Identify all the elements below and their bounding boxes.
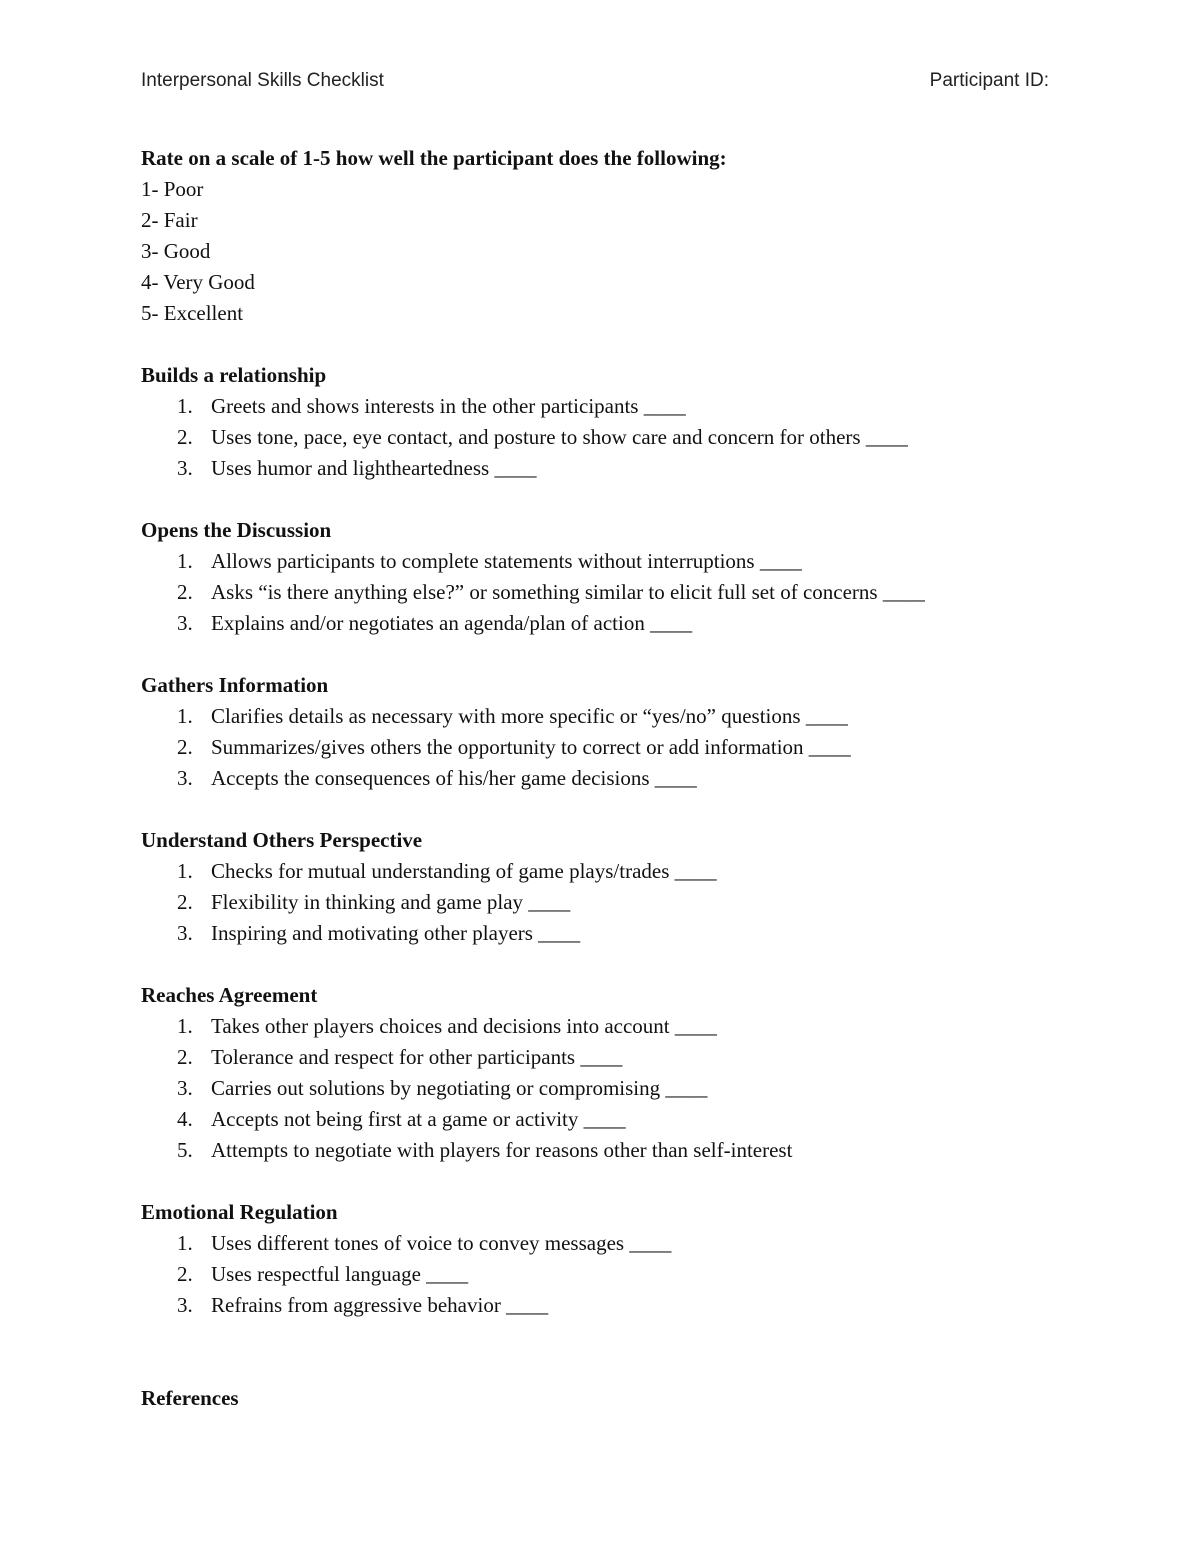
item-text: Uses respectful language ____ bbox=[211, 1262, 469, 1286]
participant-id-label: Participant ID: bbox=[929, 70, 1049, 91]
item-number: 3. bbox=[177, 611, 193, 635]
list-item bbox=[141, 1228, 1081, 1259]
item-number: 3. bbox=[177, 766, 193, 790]
item-text: Uses tone, pace, eye contact, and posture to show care and concern for others ____ bbox=[211, 425, 908, 449]
item-number: 2. bbox=[177, 1262, 193, 1286]
section-title: Emotional Regulation bbox=[141, 1200, 338, 1224]
scale-item: 4- Very Good bbox=[141, 270, 255, 294]
item-number: 1. bbox=[177, 1231, 193, 1255]
item-list bbox=[141, 546, 1081, 639]
section-title: Reaches Agreement bbox=[141, 983, 318, 1007]
item-number: 2. bbox=[177, 735, 193, 759]
item-list bbox=[141, 856, 1081, 949]
document-body bbox=[141, 143, 1081, 1414]
section-title: Gathers Information bbox=[141, 673, 329, 697]
section-emotional-regulation bbox=[141, 1197, 1081, 1321]
item-text: Summarizes/gives others the opportunity to correct or add information ____ bbox=[211, 735, 851, 759]
item-text: Greets and shows interests in the other participants ____ bbox=[211, 394, 686, 418]
item-text: Flexibility in thinking and game play ____ bbox=[211, 890, 571, 914]
item-text: Carries out solutions by negotiating or compromising ____ bbox=[211, 1076, 708, 1100]
item-text: Uses different tones of voice to convey messages ____ bbox=[211, 1231, 672, 1255]
item-number: 1. bbox=[177, 1014, 193, 1038]
item-text: Allows participants to complete statements without interruptions ____ bbox=[211, 549, 802, 573]
section-title: Opens the Discussion bbox=[141, 518, 332, 542]
list-item bbox=[141, 887, 1081, 918]
scale-item: 3- Good bbox=[141, 239, 211, 263]
item-text: Clarifies details as necessary with more specific or “yes/no” questions ____ bbox=[211, 704, 848, 728]
references-heading: References bbox=[141, 1386, 239, 1410]
rating-instructions: Rate on a scale of 1-5 how well the participant does the following: bbox=[141, 146, 727, 170]
scale-item: 1- Poor bbox=[141, 177, 204, 201]
item-number: 3. bbox=[177, 1293, 193, 1317]
item-text: Accepts the consequences of his/her game decisions ____ bbox=[211, 766, 697, 790]
item-text: Explains and/or negotiates an agenda/plan of action ____ bbox=[211, 611, 693, 635]
item-list bbox=[141, 391, 1081, 484]
item-number: 1. bbox=[177, 704, 193, 728]
item-text: Refrains from aggressive behavior ____ bbox=[211, 1293, 549, 1317]
list-item bbox=[141, 422, 1081, 453]
list-item bbox=[141, 391, 1081, 422]
scale-item: 5- Excellent bbox=[141, 301, 244, 325]
rating-scale bbox=[141, 174, 1081, 329]
item-list bbox=[141, 1011, 1081, 1166]
item-number: 3. bbox=[177, 1076, 193, 1100]
item-number: 1. bbox=[177, 549, 193, 573]
item-number: 2. bbox=[177, 890, 193, 914]
item-number: 2. bbox=[177, 1045, 193, 1069]
item-text: Takes other players choices and decisions into account ____ bbox=[211, 1014, 717, 1038]
item-text: Tolerance and respect for other participants ____ bbox=[211, 1045, 623, 1069]
item-number: 5. bbox=[177, 1138, 193, 1162]
list-item bbox=[141, 453, 1081, 484]
item-text: Asks “is there anything else?” or something similar to elicit full set of concerns ____ bbox=[211, 580, 925, 604]
list-item bbox=[141, 1135, 1081, 1166]
document-title: Interpersonal Skills Checklist bbox=[141, 70, 384, 91]
page-header bbox=[141, 70, 1049, 100]
item-list bbox=[141, 1228, 1081, 1321]
section-builds-relationship bbox=[141, 360, 1081, 484]
scale-item: 2- Fair bbox=[141, 208, 198, 232]
item-number: 3. bbox=[177, 921, 193, 945]
list-item bbox=[141, 918, 1081, 949]
list-item bbox=[141, 1042, 1081, 1073]
list-item bbox=[141, 732, 1081, 763]
item-number: 3. bbox=[177, 456, 193, 480]
item-text: Accepts not being first at a game or activity ____ bbox=[211, 1107, 626, 1131]
item-number: 1. bbox=[177, 394, 193, 418]
list-item bbox=[141, 546, 1081, 577]
list-item bbox=[141, 763, 1081, 794]
list-item bbox=[141, 1290, 1081, 1321]
list-item bbox=[141, 856, 1081, 887]
section-title: Understand Others Perspective bbox=[141, 828, 423, 852]
item-number: 1. bbox=[177, 859, 193, 883]
list-item bbox=[141, 577, 1081, 608]
item-list bbox=[141, 701, 1081, 794]
section-gathers-information bbox=[141, 670, 1081, 794]
item-text: Attempts to negotiate with players for reasons other than self-interest bbox=[211, 1138, 793, 1162]
list-item bbox=[141, 701, 1081, 732]
item-text: Uses humor and lightheartedness ____ bbox=[211, 456, 537, 480]
list-item bbox=[141, 608, 1081, 639]
section-opens-discussion bbox=[141, 515, 1081, 639]
item-number: 2. bbox=[177, 580, 193, 604]
item-number: 4. bbox=[177, 1107, 193, 1131]
list-item bbox=[141, 1104, 1081, 1135]
section-title: Builds a relationship bbox=[141, 363, 327, 387]
list-item bbox=[141, 1073, 1081, 1104]
item-text: Inspiring and motivating other players ____ bbox=[211, 921, 581, 945]
item-text: Checks for mutual understanding of game plays/trades ____ bbox=[211, 859, 717, 883]
section-understand-others-perspective bbox=[141, 825, 1081, 949]
list-item bbox=[141, 1259, 1081, 1290]
list-item bbox=[141, 1011, 1081, 1042]
item-number: 2. bbox=[177, 425, 193, 449]
section-reaches-agreement bbox=[141, 980, 1081, 1166]
